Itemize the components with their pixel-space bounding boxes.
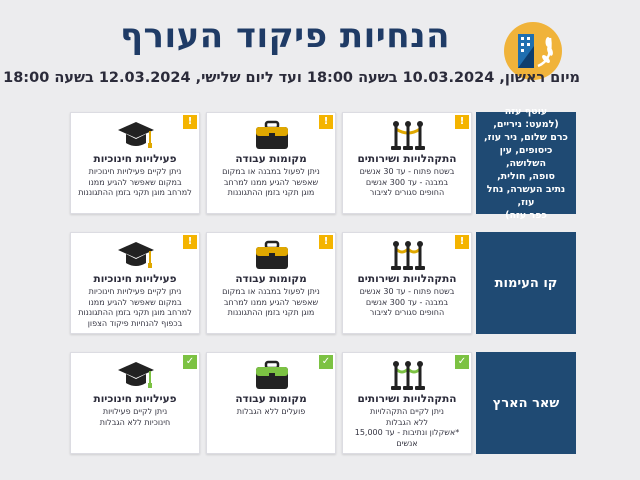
zone-line: כיסופים, עין השלושה, — [499, 144, 553, 169]
card-line: למרחב מוגן תקני בזמן ההתגוננות — [78, 188, 192, 197]
education-card — [70, 352, 200, 454]
warning-icon: ! — [455, 235, 469, 249]
checkmark-icon: ✓ — [319, 355, 333, 369]
card-title: התקהלויות ושירותים — [357, 393, 457, 405]
graduation-cap-icon — [116, 119, 156, 153]
card-line: מוגן תקני בזמן ההתגוננות — [227, 308, 315, 317]
card-body — [75, 407, 195, 428]
gatherings-card — [342, 112, 472, 214]
card-line: ניתן לקיים פעילויות — [102, 407, 168, 416]
card-title: פעילויות חינוכיות — [93, 273, 177, 285]
zone-label: קו העימות — [476, 232, 576, 334]
stanchions-icon — [388, 239, 428, 273]
stanchions-icon — [388, 359, 428, 393]
card-body — [347, 407, 467, 449]
card-title: פעילויות חינוכיות — [93, 153, 177, 165]
card-line: במקום שאפשר להגיע ממנו — [88, 177, 182, 187]
workplaces-card — [206, 232, 336, 334]
card-body — [347, 167, 467, 199]
workplaces-card — [206, 112, 336, 214]
card-line: במבנה - עד 300 אנשים — [365, 297, 449, 307]
card-body — [211, 167, 331, 199]
card-line: למרחב מוגן תקני בזמן ההתגוננות — [78, 308, 192, 317]
education-card — [70, 232, 200, 334]
card-title: פעילויות חינוכיות — [93, 393, 177, 405]
zone-line: (למעט: ניריים, — [493, 118, 559, 130]
card-line: ללא הגבלות — [385, 417, 429, 427]
card-line: אנשים — [396, 438, 418, 448]
date-range-subtitle: מיום ראשון, 10.03.2024 בשעה 18:00 ועד ליום שלישי, 12.03.2024 בשעה 18:00 — [3, 70, 580, 86]
card-title: מקומות עבודה — [235, 153, 307, 165]
card-line: ניתן לפעול במבנה או במקום — [222, 287, 320, 296]
zone-row-confrontation-line — [70, 232, 576, 334]
card-body — [347, 287, 467, 319]
graduation-cap-icon — [116, 359, 156, 393]
card-title: מקומות עבודה — [235, 273, 307, 285]
warning-icon: ! — [183, 235, 197, 249]
card-line: במבנה - עד 300 אנשים — [365, 177, 449, 187]
card-line: בשטח פתוח - עד 30 אנשים — [359, 287, 455, 296]
card-line: ניתן לקיים פעילויות חינוכיות — [88, 287, 182, 296]
zone-label — [476, 105, 576, 221]
briefcase-icon — [252, 119, 292, 153]
zone-line: סופה, חולית, — [497, 170, 555, 182]
card-body — [75, 287, 195, 329]
briefcase-icon — [252, 359, 292, 393]
warning-icon: ! — [319, 115, 333, 129]
card-line: במקום שאפשר להגיע ממנו — [88, 297, 182, 307]
card-line: פועלים ללא הגבלות — [236, 407, 306, 416]
card-line: בכפוף להנחיות פיקוד הצפון — [87, 318, 183, 328]
zone-line: עוטף עזה — [504, 105, 548, 117]
zone-label: שאר הארץ — [476, 352, 576, 454]
card-line: ניתן לקיים התקהלויות — [370, 407, 444, 416]
zone-line: נתיב העשרה, נחל עוז, — [486, 183, 566, 208]
card-line: שאפשר להגיע ממנו למרחב — [223, 177, 319, 187]
zone-row-rest-of-country — [70, 352, 576, 454]
education-card — [70, 112, 200, 214]
checkmark-icon: ✓ — [455, 355, 469, 369]
graduation-cap-icon — [116, 239, 156, 273]
card-line: שאפשר להגיע ממנו למרחב — [223, 297, 319, 307]
zone-line: כרם שלום, ניר עוז, — [484, 131, 568, 143]
warning-icon: ! — [319, 235, 333, 249]
card-line: ניתן לפעול במבנה או במקום — [222, 167, 320, 176]
page-title: הנחיות פיקוד העורף — [120, 16, 450, 56]
card-line: *אשקלון ונתיבות - עד 15,000 — [354, 428, 460, 437]
card-line: החופים סגורים לציבור — [369, 188, 445, 197]
stanchions-icon — [388, 119, 428, 153]
card-body — [211, 407, 331, 418]
briefcase-icon — [252, 239, 292, 273]
zone-label-text — [482, 105, 570, 222]
card-line: חינוכיות ללא הגבלות — [99, 417, 171, 427]
workplaces-card — [206, 352, 336, 454]
header — [0, 0, 640, 100]
checkmark-icon: ✓ — [183, 355, 197, 369]
gatherings-card — [342, 352, 472, 454]
card-line: החופים סגורים לציבור — [369, 308, 445, 317]
card-title: מקומות עבודה — [235, 393, 307, 405]
card-line: בשטח פתוח - עד 30 אנשים — [359, 167, 455, 176]
zone-row-gaza-envelope — [70, 105, 576, 221]
card-title: התקהלויות ושירותים — [357, 273, 457, 285]
card-line: מוגן תקני בזמן ההתגוננות — [227, 188, 315, 197]
card-title: התקהלויות ושירותים — [357, 153, 457, 165]
card-line: ניתן לקיים פעילויות חינוכיות — [88, 167, 182, 176]
zone-line: כפר עזה) — [505, 209, 547, 221]
warning-icon: ! — [183, 115, 197, 129]
warning-icon: ! — [455, 115, 469, 129]
card-body — [75, 167, 195, 199]
gatherings-card — [342, 232, 472, 334]
card-body — [211, 287, 331, 319]
